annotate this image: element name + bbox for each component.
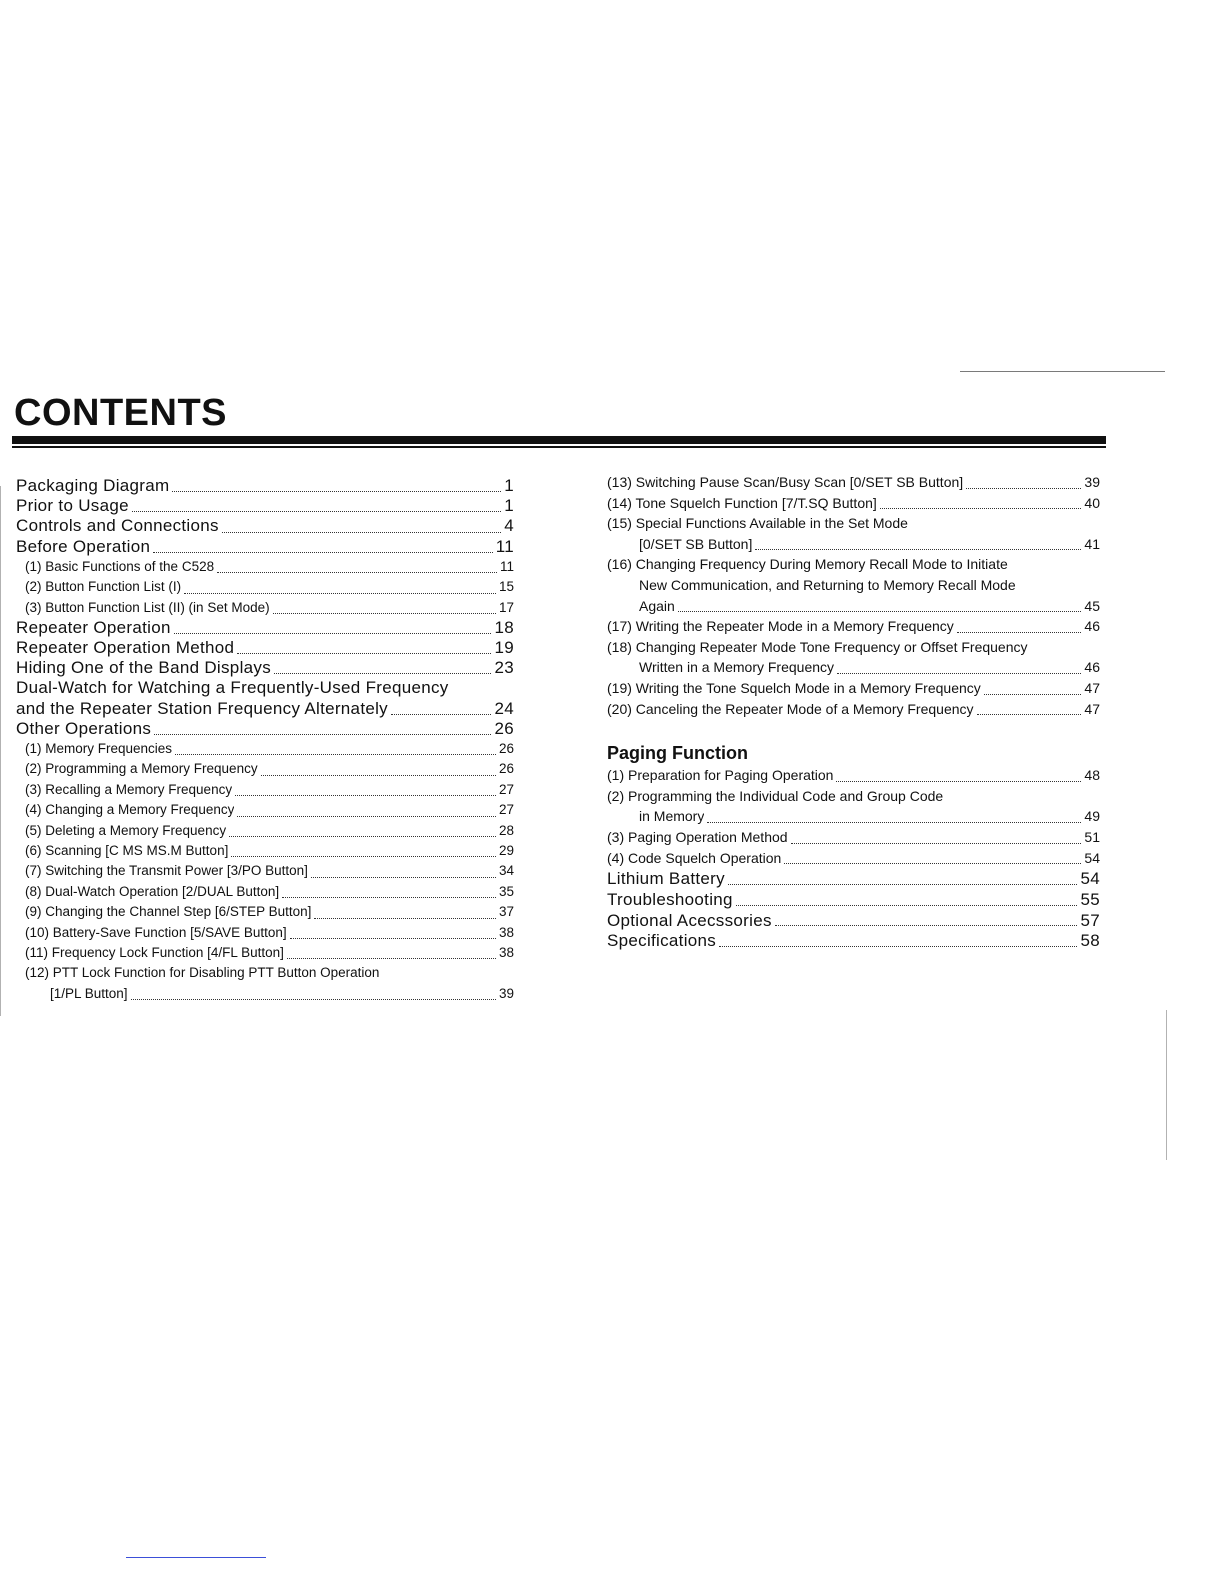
toc-left-column [16,476,514,1004]
title-rule [12,436,1106,444]
toc-entry-page-number: 26 [494,718,514,738]
dot-leader [966,488,1081,489]
toc-entry-label: Written in a Memory Frequency [639,659,835,676]
toc-entry-label: (10) Battery-Save Function [5/SAVE Button] [25,924,287,940]
toc-entry-page-number: 26 [498,741,514,757]
toc-entry-page-number: 27 [498,802,514,818]
toc-entry[interactable] [607,554,1100,575]
toc-entry-page-number: 40 [1084,494,1100,511]
toc-entry-page-number: 37 [498,904,514,920]
toc-entry-page-number: 38 [498,924,514,940]
toc-entry-page-number: 17 [498,599,514,615]
dot-leader [837,673,1081,674]
toc-entry-label: Optional Acecssories [607,910,772,930]
toc-entry-label: (19) Writing the Tone Squelch Mode in a Memory Frequency [607,679,981,696]
toc-entry[interactable] [607,657,1100,678]
toc-entry-page-number: 11 [499,558,514,574]
toc-entry[interactable] [16,516,514,536]
toc-entry[interactable] [607,889,1100,910]
toc-entry-label: (11) Frequency Lock Function [4/FL Button] [25,944,284,960]
toc-entry[interactable] [607,513,1100,534]
toc-entry[interactable] [16,496,514,516]
toc-entry[interactable] [16,678,514,698]
toc-entry[interactable] [607,930,1100,951]
toc-entry-label: (1) Memory Frequencies [25,741,173,757]
toc-entry-label: (18) Changing Repeater Mode Tone Frequency or Offset Frequency [607,638,1028,655]
toc-entry-label: (9) Changing the Channel Step [6/STEP Button] [25,904,312,920]
dot-leader [678,611,1082,612]
toc-entry-page-number: 39 [498,985,514,1001]
toc-entry[interactable] [16,800,514,820]
toc-entry-label: and the Repeater Station Frequency Alternately [16,698,388,718]
toc-entry-label: (16) Changing Frequency During Memory Recall Mode to Initiate [607,556,1008,573]
toc-entry-page-number: 1 [504,476,514,495]
toc-entry[interactable] [16,598,514,618]
toc-entry-label: Repeater Operation Method [16,638,235,658]
toc-entry[interactable] [607,848,1100,869]
dot-leader [231,856,496,857]
toc-entry[interactable] [16,537,514,557]
toc-entry-label: New Communication, and Returning to Memory Recall Mode [639,576,1016,593]
toc-entry-label: (3) Button Function List (II) (in Set Mode) [25,599,270,615]
toc-entry[interactable] [607,678,1100,699]
dot-leader [222,532,501,533]
toc-entry-page-number: 46 [1084,659,1100,676]
toc-entry[interactable] [16,638,514,658]
dot-leader [957,632,1082,633]
toc-entry-label: (14) Tone Squelch Function [7/T.SQ Button] [607,494,877,511]
toc-entry-page-number: 45 [1084,597,1100,614]
toc-entry[interactable] [16,557,514,577]
toc-entry-label: (3) Paging Operation Method [607,828,788,845]
toc-entry-page-number: 11 [495,536,514,556]
dot-leader [287,958,496,959]
dot-leader [131,999,496,1000]
toc-entry[interactable] [16,658,514,678]
toc-entry-label: (1) Preparation for Paging Operation [607,767,834,784]
toc-entry-label: Prior to Usage [16,496,129,516]
dot-leader [237,653,491,654]
toc-entry-page-number: 57 [1080,910,1100,930]
toc-entry[interactable] [607,786,1100,807]
dot-leader [237,816,496,817]
scan-mark [126,1557,266,1558]
toc-entry[interactable] [16,882,514,902]
toc-entry-page-number: 15 [498,579,514,595]
toc-entry[interactable] [16,923,514,943]
toc-entry[interactable] [16,984,514,1004]
dot-leader [174,633,492,634]
toc-entry-label: Packaging Diagram [16,476,170,495]
toc-entry[interactable] [16,821,514,841]
dot-leader [880,508,1082,509]
toc-entry-page-number: 1 [504,496,514,516]
toc-entry-page-number: 19 [494,638,514,658]
dot-leader [175,754,496,755]
toc-entry[interactable] [16,902,514,922]
toc-entry-label: Again [639,597,675,614]
toc-entry-page-number: 18 [494,617,514,637]
dot-leader [274,673,491,674]
toc-entry-page-number: 34 [498,863,514,879]
toc-entry[interactable] [16,719,514,739]
title-rule-thin [12,446,1106,448]
dot-leader [784,863,1081,864]
dot-leader [132,511,501,512]
toc-entry[interactable] [607,596,1100,617]
toc-entry-label: (7) Switching the Transmit Power [3/PO Button] [25,863,308,879]
toc-entry-label: Repeater Operation [16,617,171,637]
toc-entry[interactable] [16,963,514,983]
toc-entry-page-number: 47 [1084,700,1100,717]
dot-leader [719,946,1077,947]
toc-entry[interactable] [607,616,1100,637]
toc-entry[interactable] [607,910,1100,931]
dot-leader [755,549,1081,550]
toc-entry-label: Lithium Battery [607,869,725,889]
toc-entry[interactable] [16,476,514,496]
dot-leader [791,843,1082,844]
toc-entry-label: (2) Programming a Memory Frequency [25,761,258,777]
toc-right-column [607,472,1100,951]
dot-leader [290,938,496,939]
toc-entry-label: Other Operations [16,718,152,738]
toc-entry[interactable] [16,577,514,597]
toc-entry-label: (6) Scanning [C MS MS.M Button] [25,843,229,858]
toc-entry[interactable] [607,765,1100,786]
dot-leader [229,836,496,837]
toc-entry-page-number: 54 [1084,849,1100,866]
toc-entry[interactable] [16,841,514,861]
toc-entry[interactable] [607,868,1100,889]
toc-entry[interactable] [607,575,1100,596]
toc-entry-page-number: 39 [1084,474,1100,490]
toc-entry-label: (20) Canceling the Repeater Mode of a Memory Frequency [607,700,974,717]
dot-leader [184,593,496,594]
toc-entry[interactable] [607,472,1100,493]
dot-leader [235,795,496,796]
toc-entry-page-number: 24 [494,698,514,718]
toc-entry-label: (2) Button Function List (I) [25,579,182,595]
toc-entry-page-number: 41 [1084,535,1100,552]
toc-entry-page-number: 49 [1084,808,1100,825]
toc-entry[interactable] [607,493,1100,514]
toc-entry[interactable] [16,699,514,719]
dot-leader [282,897,496,898]
toc-entry-page-number: 4 [504,516,514,536]
section-heading: Paging Function [607,743,748,764]
dot-leader [836,781,1081,782]
dot-leader [977,714,1082,715]
toc-entry-label: Troubleshooting [607,889,733,909]
toc-entry-label: (17) Writing the Repeater Mode in a Memory Frequency [607,618,954,635]
page-title: CONTENTS [14,392,227,434]
toc-entry[interactable] [16,861,514,881]
scan-mark [1166,1010,1167,1160]
dot-leader [217,572,497,573]
dot-leader [261,775,496,776]
dot-leader [984,694,1082,695]
dot-leader [707,822,1081,823]
toc-entry-page-number: 46 [1084,618,1100,635]
toc-entry[interactable] [16,618,514,638]
toc-entry[interactable] [16,759,514,779]
dot-leader [775,925,1078,926]
toc-entry-label: (5) Deleting a Memory Frequency [25,822,227,838]
dot-leader [172,491,501,492]
scan-mark [960,371,1165,372]
toc-entry[interactable] [16,780,514,800]
toc-entry[interactable] [607,699,1100,720]
toc-entry-label: Dual-Watch for Watching a Frequently-Used Frequency [16,678,449,698]
toc-entry-page-number: 29 [498,843,514,858]
toc-entry-label: (13) Switching Pause Scan/Busy Scan [0/SET SB Button] [607,474,964,490]
toc-entry-page-number: 54 [1080,869,1100,889]
dot-leader [391,714,492,715]
toc-entry[interactable] [607,806,1100,827]
toc-entry-label: Controls and Connections [16,516,219,536]
dot-leader [154,734,491,735]
toc-entry-label: (15) Special Functions Available in the Set Mode [607,515,908,532]
toc-entry-label: Hiding One of the Band Displays [16,658,271,678]
dot-leader [273,613,496,614]
dot-leader [728,884,1078,885]
dot-leader [153,552,492,553]
toc-entry-label: (1) Basic Functions of the C528 [25,558,215,574]
toc-entry-page-number: 48 [1084,767,1100,784]
toc-entry-label: Specifications [607,931,717,951]
toc-entry-label: (2) Programming the Individual Code and Group Code [607,787,944,804]
toc-entry[interactable] [16,739,514,759]
toc-entry-page-number: 26 [498,761,514,777]
toc-entry[interactable] [16,943,514,963]
toc-entry-label: (8) Dual-Watch Operation [2/DUAL Button] [25,883,280,899]
toc-entry[interactable] [607,637,1100,658]
toc-entry[interactable] [607,827,1100,848]
toc-entry-label: Before Operation [16,536,151,556]
dot-leader [314,918,496,919]
toc-entry-label: [0/SET SB Button] [639,535,753,552]
toc-entry-label: (3) Recalling a Memory Frequency [25,781,233,797]
toc-entry-label: [1/PL Button] [50,985,128,1001]
toc-entry[interactable] [607,534,1100,555]
dot-leader [736,905,1078,906]
toc-entry-page-number: 55 [1080,889,1100,909]
toc-entry-label: (12) PTT Lock Function for Disabling PTT Button Operation [25,965,380,981]
toc-entry-label: (4) Code Squelch Operation [607,849,782,866]
dot-leader [311,877,496,878]
toc-entry-label: in Memory [639,808,705,825]
toc-entry-page-number: 51 [1084,828,1100,845]
toc-entry-page-number: 35 [498,883,514,899]
toc-entry-page-number: 27 [498,781,514,797]
toc-entry-label: (4) Changing a Memory Frequency [25,802,235,818]
toc-entry-page-number: 28 [498,822,514,838]
toc-entry-page-number: 23 [494,658,514,678]
toc-entry-page-number: 58 [1080,931,1100,951]
toc-entry-page-number: 47 [1084,679,1100,696]
scan-mark [0,486,1,1016]
toc-entry-page-number: 38 [498,944,514,960]
